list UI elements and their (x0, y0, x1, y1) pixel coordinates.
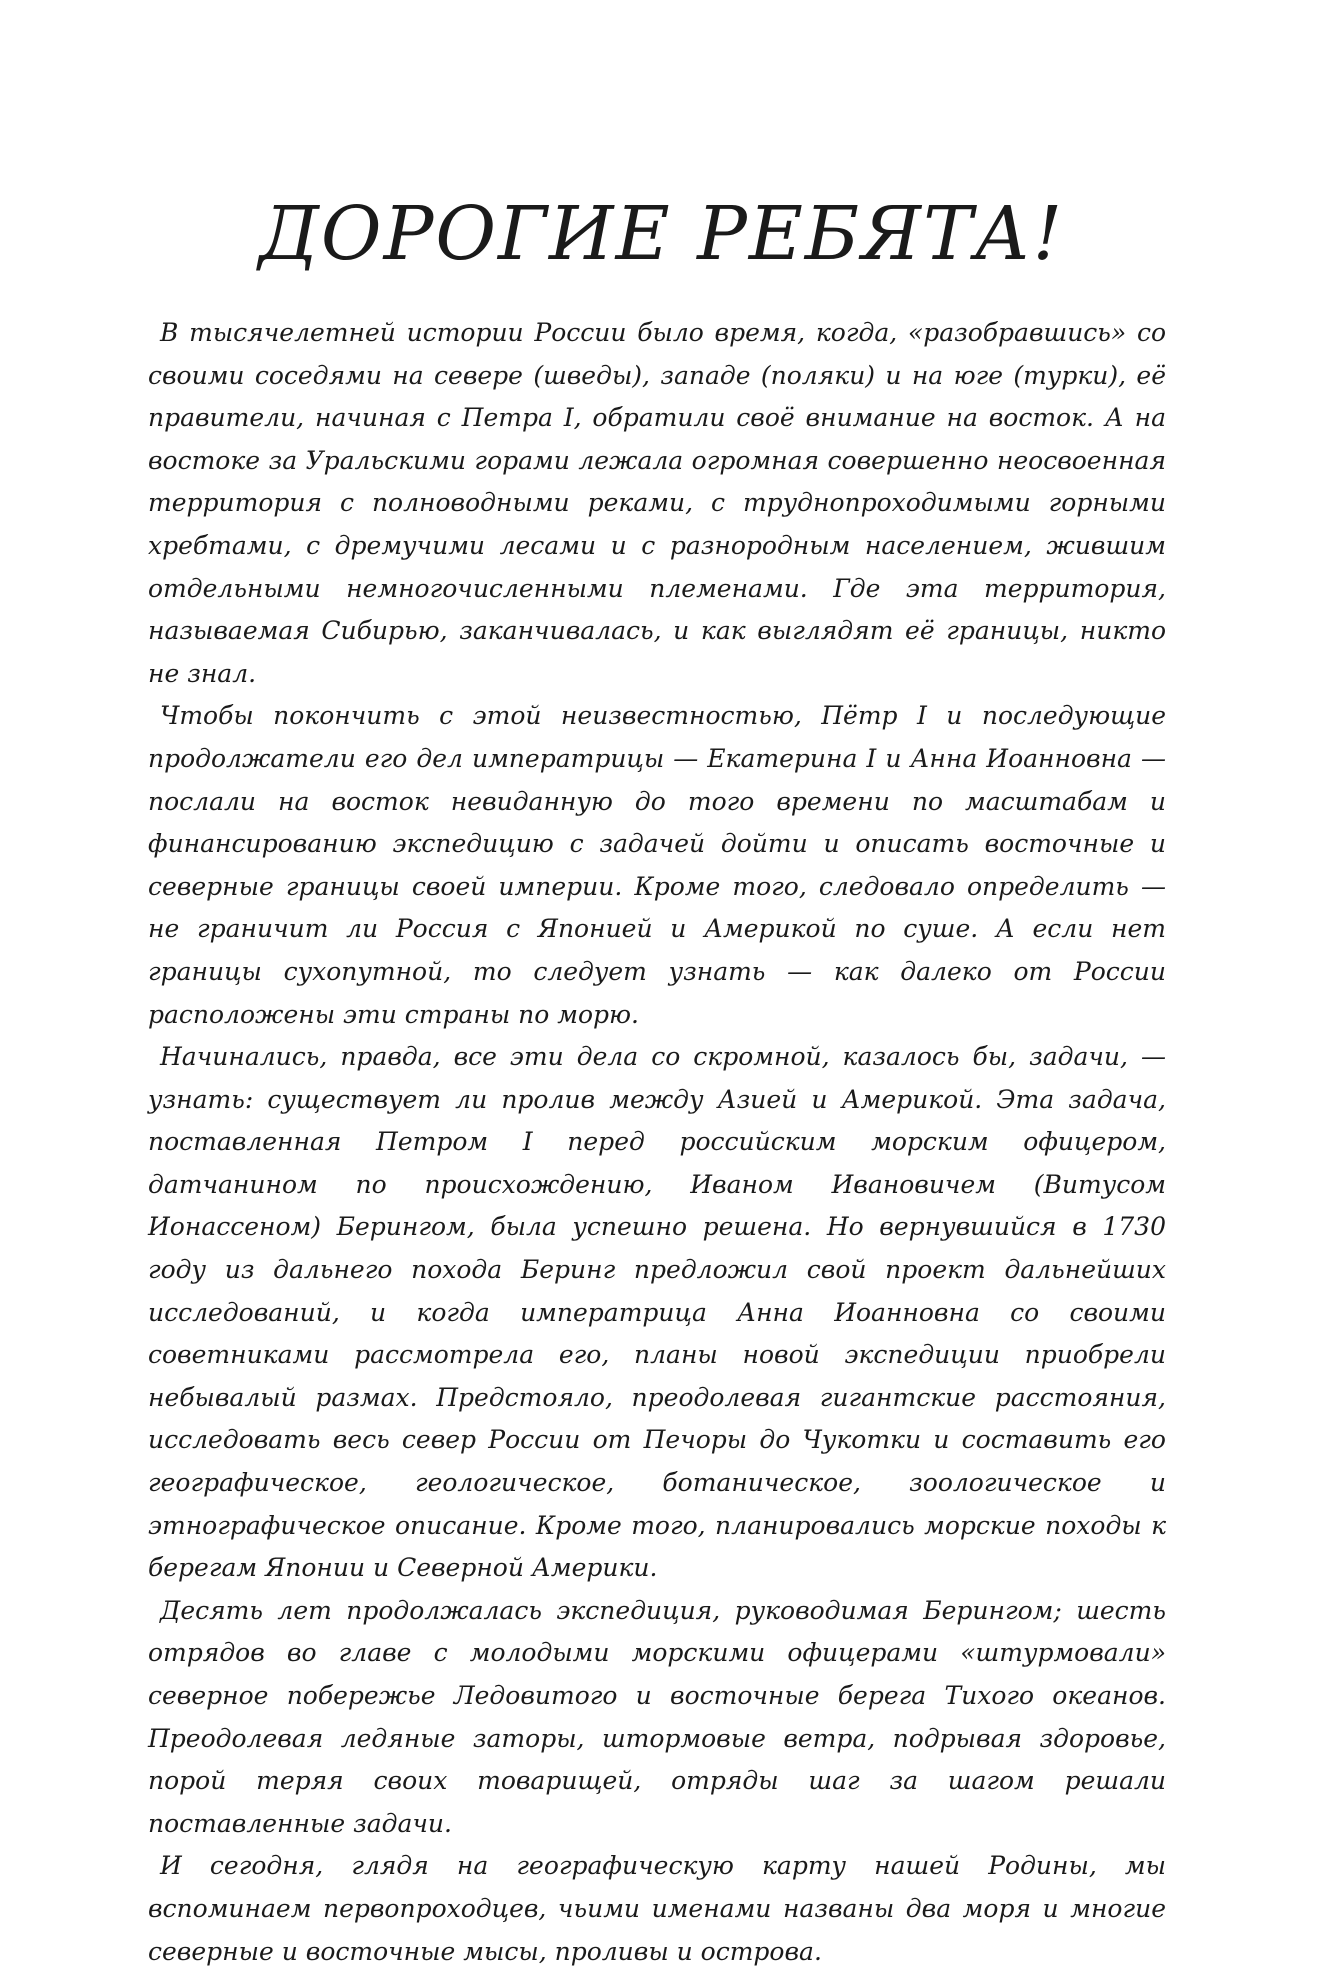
paragraph-1: В тысячелетней истории России было время, когда, «разобравшись» со своими соседями на севере (шведы), западе (поляки) и на юге (турки), её правители, начиная с Петра I, обратили своё внимание на восток. А на востоке за Уральскими горами лежала огромная совершенно неосвоенная территория с полноводными реками, с труднопроходимыми горными хребтами, с дремучими лесами и с разнородным населением, жившим отдельными немногочисленными племенами. Где эта территория, называемая Сибирью, заканчивалась, и как выглядят её границы, никто не знал. (148, 318, 1166, 688)
paragraph-4: Десять лет продолжалась экспедиция, руководимая Берингом; шесть отрядов во главе с молодыми морскими офицерами «штурмовали» северное побережье Ледовитого и восточные берега Тихого океанов. Преодолевая ледяные заторы, штормовые ветра, подрывая здоровье, порой теряя своих товарищей, отряды шаг за шагом решали поставленные задачи. (148, 1595, 1166, 1838)
paragraph-3: Начинались, правда, все эти дела со скромной, казалось бы, задачи, — узнать: существует ли пролив между Азией и Америкой. Эта задача, поставленная Петром I перед российским морским офицером, датчанином по происхождению, Иваном Ивановичем (Витусом Ионассеном) Берингом, была успешно решена. Но вернувшийся в 1730 году из дальнего похода Беринг предложил свой проект дальнейших исследований, и когда императрица Анна Иоанновна со своими советниками рассмотрела его, планы новой экспедиции приобрели небывалый размах. Предстояло, преодолевая гигантские расстояния, исследовать весь север России от Печоры до Чукотки и составить его географическое, геологическое, ботаническое, зоологическое и этнографическое описание. Кроме того, планировались морские походы к берегам Японии и Северной Америки. (148, 1042, 1166, 1583)
paragraph-2: Чтобы покончить с этой неизвестностью, Пётр I и последующие продолжатели его дел императрицы — Екатерина I и Анна Иоанновна — послали на восток невиданную до того времени по масштабам и финансированию экспедицию с задачей дойти и описать восточные и северные границы своей империи. Кроме того, следовало определить — не граничит ли Россия с Японией и Америкой по суше. А если нет границы сухопутной, то следует узнать — как далеко от России расположены эти страны по морю. (148, 701, 1166, 1029)
paragraph-5: И сегодня, глядя на географическую карту нашей Родины, мы вспоминаем первопроходцев, чьими именами названы два моря и многие северные и восточные мысы, проливы и острова. (148, 1851, 1166, 1966)
page-title: ДОРОГИЕ РЕБЯТА! (258, 191, 1065, 277)
body-text (148, 312, 1166, 1973)
